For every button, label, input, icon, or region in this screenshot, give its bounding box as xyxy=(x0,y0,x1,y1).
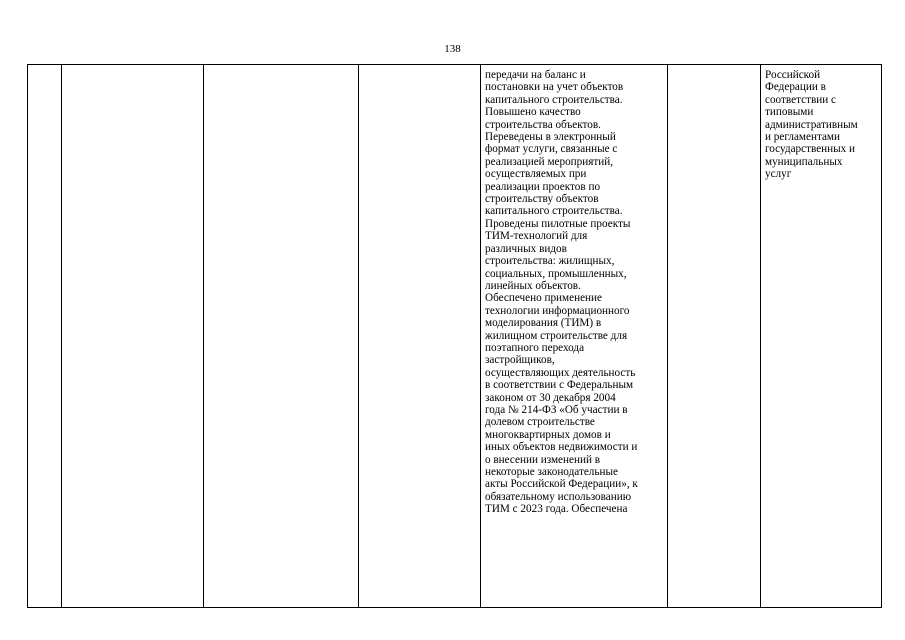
table-cell-description: передачи на баланс и постановки на учет объектов капитального строительства. Повышено качество строительства объектов. Переведены в электронный формат услуги, связанные с реализацией мероприятий, осуществляемых при реализации проектов по строительству объектов капитального строительства. Проведены пилотные проекты ТИМ-технологий для различных видов строительства: жилищных, социальных, промышленных, линейных объектов. Обеспечено применение технологии информационного моделирования (ТИМ) в жилищном строительстве для поэтапного перехода застройщиков, осуществляющих деятельность в соответствии с Федеральным законом от 30 декабря 2004 года № 214-ФЗ «Об участии в долевом строительстве многоквартирных домов и иных объектов недвижимости и о внесении изменений в некоторые законодательные акты Российской Федерации», к обязательному использованию ТИМ с 2023 года. Обеспечена xyxy=(481,65,668,608)
document-table xyxy=(27,64,882,608)
table-cell-basis: Российской Федерации в соответствии с типовыми административным и регламентами государственных и муниципальных услуг xyxy=(761,65,882,608)
table-cell-name xyxy=(62,65,204,608)
page-number: 138 xyxy=(444,43,461,55)
table-row xyxy=(28,65,882,608)
table-cell-number xyxy=(28,65,62,608)
table-cell-column-6 xyxy=(668,65,761,608)
table-cell-column-4 xyxy=(359,65,481,608)
table-cell-column-3 xyxy=(204,65,359,608)
